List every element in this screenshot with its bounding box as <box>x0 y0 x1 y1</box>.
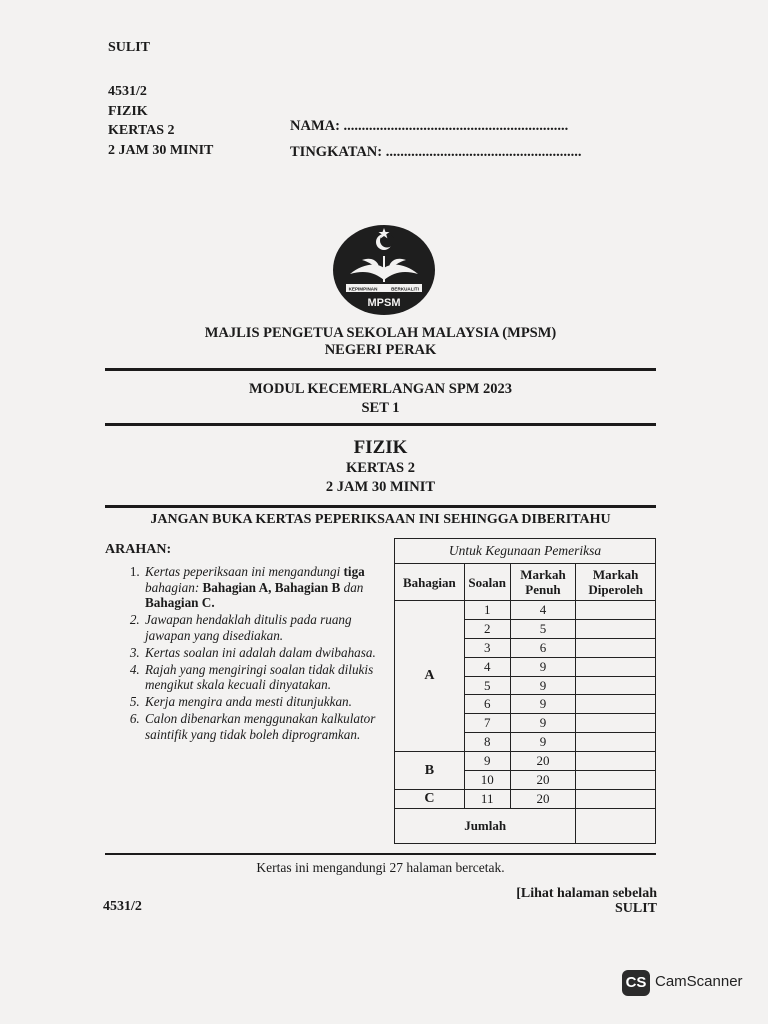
question-cell: 4 <box>464 657 510 676</box>
obtained-marks-cell[interactable] <box>576 601 656 620</box>
instructions-list <box>105 564 390 742</box>
logo-ribbon-left: KEPIMPINAN <box>348 286 378 292</box>
section-cell: B <box>395 752 465 790</box>
organisation-state: NEGERI PERAK <box>324 342 437 358</box>
obtained-marks-cell[interactable] <box>576 752 656 771</box>
next-page-note: [Lihat halaman sebelah <box>516 886 657 901</box>
full-marks-cell: 20 <box>510 771 576 790</box>
table-row <box>395 789 656 808</box>
organisation-block <box>105 325 656 359</box>
classification-top: SULIT <box>108 40 151 55</box>
instruction-1-section-c: Bahagian C. <box>145 595 215 610</box>
camscanner-text: CamScanner <box>655 973 743 990</box>
total-marks-cell[interactable] <box>576 808 656 843</box>
question-cell: 2 <box>464 619 510 638</box>
table-header-row <box>395 564 656 601</box>
paper-title-subject: FIZIK <box>353 437 408 458</box>
paper-title-duration: 2 JAM 30 MINIT <box>325 479 436 495</box>
name-field[interactable]: NAMA: .............................................................. <box>290 118 569 134</box>
instruction-item: 4. Rajah yang mengiringi soalan tidak dilukis mengikut skala kecuali dinyatakan. <box>143 662 390 693</box>
logo-text: MPSM <box>367 297 401 309</box>
paper-code: 4531/2 <box>108 84 147 99</box>
divider-footer <box>105 853 656 855</box>
full-marks-cell: 5 <box>510 619 576 638</box>
question-cell: 6 <box>464 695 510 714</box>
instruction-1-sections: Bahagian A, Bahagian B <box>199 579 341 595</box>
divider-top <box>105 368 656 371</box>
header-block <box>108 82 213 160</box>
examiner-marks-table <box>394 538 656 844</box>
full-marks-cell: 9 <box>510 714 576 733</box>
instructions <box>105 542 390 744</box>
classification-bottom: SULIT <box>614 901 657 916</box>
divider-title <box>105 505 656 508</box>
table-row <box>395 752 656 771</box>
full-marks-cell: 9 <box>510 657 576 676</box>
instruction-item <box>143 564 390 611</box>
duration-label: 2 JAM 30 MINIT <box>108 142 214 158</box>
instruction-item: 5. Kerja mengira anda mesti ditunjukkan. <box>143 694 390 710</box>
instruction-item: 3. Kertas soalan ini adalah dalam dwibahasa. <box>143 645 390 661</box>
section-cell: C <box>395 789 465 808</box>
section-cell: A <box>395 601 465 752</box>
header-section: Bahagian <box>395 564 465 601</box>
instruction-item: 2. Jawapan hendaklah ditulis pada ruang jawapan yang disediakan. <box>143 612 390 643</box>
module-set: SET 1 <box>361 400 400 416</box>
organisation-name: MAJLIS PENGETUA SEKOLAH MALAYSIA (MPSM) <box>204 325 557 341</box>
question-cell: 11 <box>464 789 510 808</box>
table-title: Untuk Kegunaan Pemeriksa <box>395 539 656 564</box>
mpsm-logo <box>332 224 436 316</box>
obtained-marks-cell[interactable] <box>576 676 656 695</box>
subject-label: FIZIK <box>108 103 148 119</box>
obtained-marks-cell[interactable] <box>576 714 656 733</box>
obtained-marks-cell[interactable] <box>576 638 656 657</box>
question-cell: 5 <box>464 676 510 695</box>
module-title: MODUL KECEMERLANGAN SPM 2023 <box>248 381 513 397</box>
question-cell: 7 <box>464 714 510 733</box>
module-block <box>105 380 656 418</box>
question-cell: 3 <box>464 638 510 657</box>
full-marks-cell: 20 <box>510 752 576 771</box>
obtained-marks-cell[interactable] <box>576 619 656 638</box>
full-marks-cell: 4 <box>510 601 576 620</box>
obtained-marks-cell[interactable] <box>576 733 656 752</box>
header-marks-obtained: Markah Diperoleh <box>576 564 656 601</box>
obtained-marks-cell[interactable] <box>576 695 656 714</box>
question-cell: 10 <box>464 771 510 790</box>
class-field[interactable]: TINGKATAN: ...................................................... <box>290 144 582 160</box>
camscanner-logo-icon: CS <box>622 970 650 996</box>
question-cell: 9 <box>464 752 510 771</box>
pages-note: Kertas ini mengandungi 27 halaman bercetak. <box>256 860 505 875</box>
paper-title-block <box>105 437 656 497</box>
paper-label: KERTAS 2 <box>108 123 175 138</box>
full-marks-cell: 20 <box>510 789 576 808</box>
full-marks-cell: 9 <box>510 676 576 695</box>
question-cell: 1 <box>464 601 510 620</box>
header-full-marks: Markah Penuh <box>510 564 576 601</box>
warning-text: JANGAN BUKA KERTAS PEPERIKSAAN INI SEHINGGA DIBERITAHU <box>150 512 611 527</box>
footer-code: 4531/2 <box>103 899 142 914</box>
obtained-marks-cell[interactable] <box>576 657 656 676</box>
instruction-1-count: tiga <box>340 564 365 579</box>
paper-title-paper: KERTAS 2 <box>346 460 415 476</box>
logo-ribbon-right: BERKUALITI <box>391 286 419 292</box>
full-marks-cell: 9 <box>510 695 576 714</box>
full-marks-cell: 9 <box>510 733 576 752</box>
obtained-marks-cell[interactable] <box>576 771 656 790</box>
obtained-marks-cell[interactable] <box>576 789 656 808</box>
table-total-row <box>395 808 656 843</box>
full-marks-cell: 6 <box>510 638 576 657</box>
instruction-1-word: bahagian: <box>145 579 200 595</box>
table-row <box>395 601 656 620</box>
instruction-1-and: dan <box>340 579 364 595</box>
footer-right <box>516 886 657 916</box>
total-label: Jumlah <box>395 808 576 843</box>
instruction-1-text: Kertas peperiksaan ini mengandungi <box>145 564 341 579</box>
question-cell: 8 <box>464 733 510 752</box>
divider-module <box>105 423 656 426</box>
instructions-heading: ARAHAN: <box>105 542 172 557</box>
instruction-item: 6. Calon dibenarkan menggunakan kalkulator saintifik yang tidak boleh diprogramkan. <box>143 711 390 742</box>
header-question: Soalan <box>464 564 510 601</box>
